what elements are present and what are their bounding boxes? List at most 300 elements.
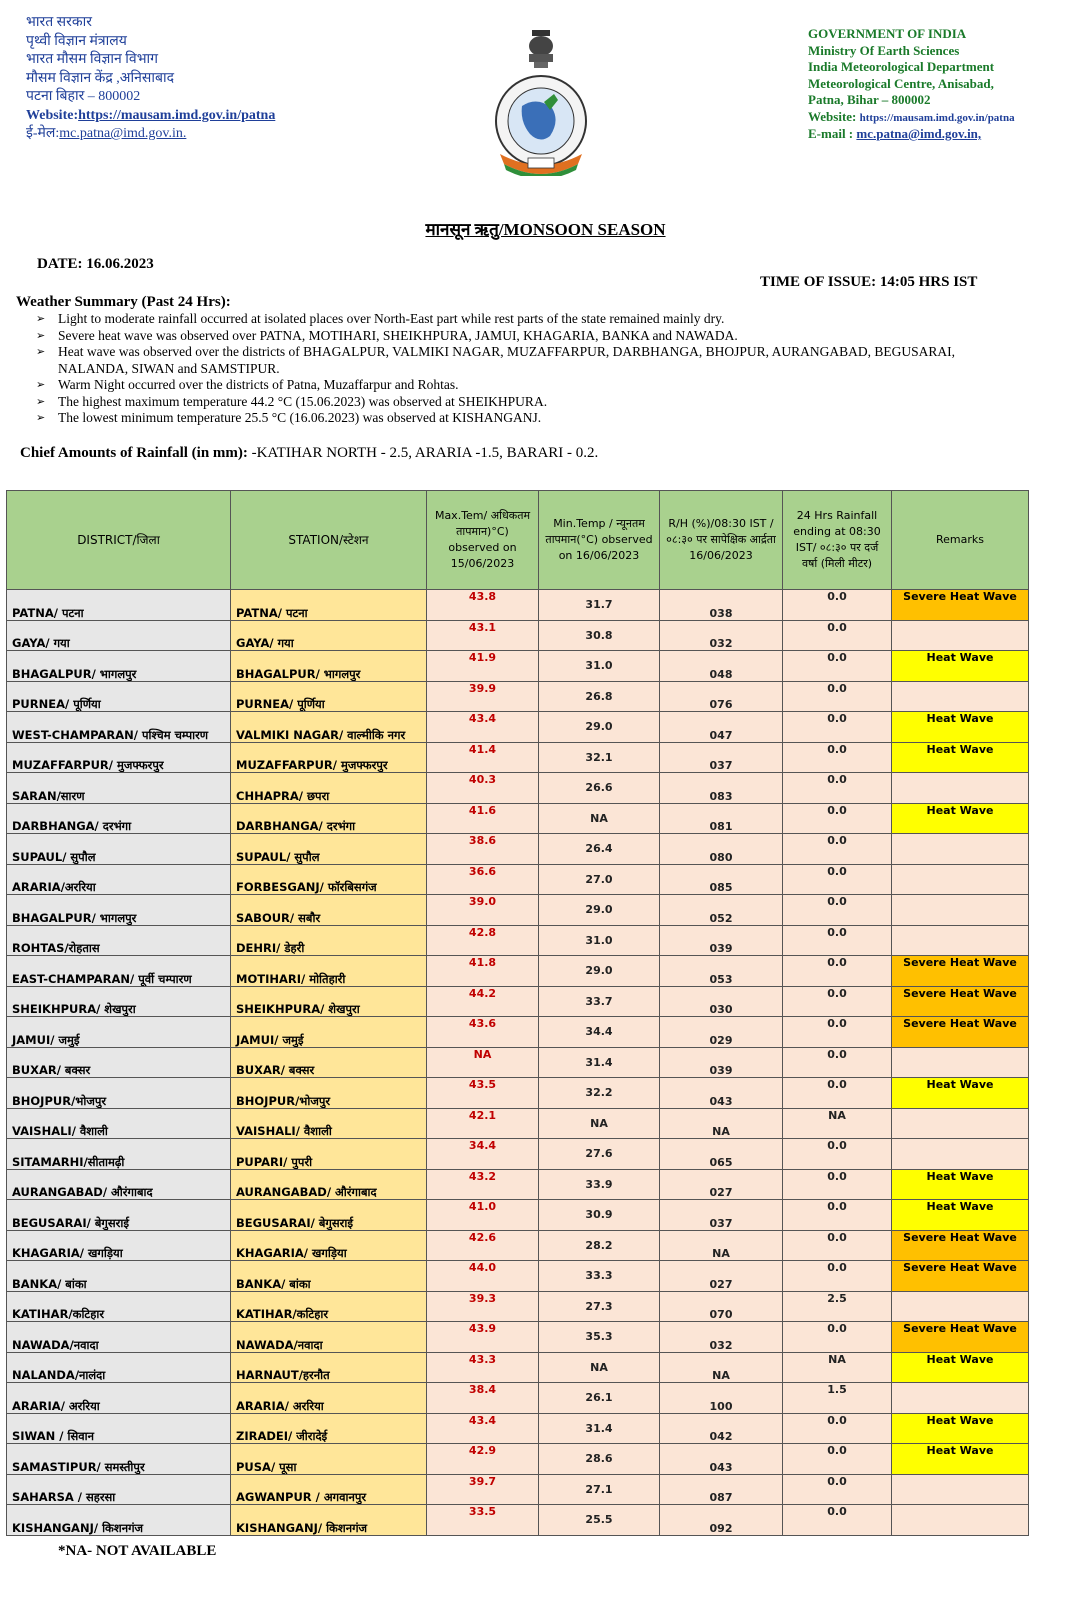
remarks-cell: Severe Heat Wave — [892, 1322, 1029, 1353]
ashoka-emblem-icon — [529, 30, 553, 68]
min-temp-cell: 33.3 — [539, 1261, 660, 1292]
rainfall-cell: 0.0 — [783, 1261, 892, 1292]
min-temp-cell: 25.5 — [539, 1505, 660, 1536]
station-cell: JAMUI/ जमुई — [231, 1017, 427, 1048]
remarks-cell: Heat Wave — [892, 712, 1029, 743]
rainfall-cell: 0.0 — [783, 864, 892, 895]
max-temp-cell: 43.4 — [427, 1413, 539, 1444]
col-header-district: DISTRICT/जिला — [7, 491, 231, 590]
table-row — [7, 1383, 1029, 1414]
district-cell: ARARIA/अररिया — [7, 864, 231, 895]
district-cell: SIWAN / सिवान — [7, 1413, 231, 1444]
district-cell: GAYA/ गया — [7, 620, 231, 651]
rainfall-cell: 0.0 — [783, 1017, 892, 1048]
chief-rainfall-values: -KATIHAR NORTH - 2.5, ARARIA -1.5, BARARI - 0.2. — [247, 445, 599, 461]
remarks-cell: Heat Wave — [892, 651, 1029, 682]
station-cell: KHAGARIA/ खगड़िया — [231, 1230, 427, 1261]
rainfall-cell: 0.0 — [783, 1078, 892, 1109]
email-label: ई-मेल: — [26, 126, 60, 141]
max-temp-cell: 39.0 — [427, 895, 539, 926]
max-temp-cell: 43.1 — [427, 620, 539, 651]
min-temp-cell: 33.7 — [539, 986, 660, 1017]
max-temp-cell: 43.8 — [427, 590, 539, 621]
max-temp-cell: 41.4 — [427, 742, 539, 773]
remarks-cell — [892, 1383, 1029, 1414]
remarks-cell: Severe Heat Wave — [892, 986, 1029, 1017]
max-temp-cell: 43.6 — [427, 1017, 539, 1048]
table-row — [7, 864, 1029, 895]
humidity-cell: 065 — [660, 1139, 783, 1170]
min-temp-cell: 28.2 — [539, 1230, 660, 1261]
min-temp-cell: 31.0 — [539, 651, 660, 682]
rainfall-cell: 0.0 — [783, 956, 892, 987]
website-url[interactable]: https://mausam.imd.gov.in/patna — [859, 111, 1015, 124]
max-temp-cell: 44.0 — [427, 1261, 539, 1292]
max-temp-cell: 38.6 — [427, 834, 539, 865]
humidity-cell: 076 — [660, 681, 783, 712]
humidity-cell: 081 — [660, 803, 783, 834]
district-cell: PATNA/ पटना — [7, 590, 231, 621]
page-title — [0, 217, 1091, 240]
summary-item: ➢ The highest maximum temperature 44.2 °C (15.06.2023) was observed at SHEIKHPURA. — [36, 394, 1016, 411]
website-label: Website: — [808, 108, 860, 124]
min-temp-cell: 31.4 — [539, 1413, 660, 1444]
min-temp-cell: 29.0 — [539, 895, 660, 926]
remarks-cell — [892, 1139, 1029, 1170]
table-row — [7, 1047, 1029, 1078]
district-cell: BUXAR/ बक्सर — [7, 1047, 231, 1078]
table-row — [7, 834, 1029, 865]
min-temp-cell: 27.6 — [539, 1139, 660, 1170]
district-cell: AURANGABAD/ औरंगाबाद — [7, 1169, 231, 1200]
station-cell: HARNAUT/हरनौत — [231, 1352, 427, 1383]
humidity-cell: 030 — [660, 986, 783, 1017]
max-temp-cell: 39.9 — [427, 681, 539, 712]
district-cell: BEGUSARAI/ बेगुसराई — [7, 1200, 231, 1231]
remarks-cell — [892, 1505, 1029, 1536]
max-temp-cell: 40.3 — [427, 773, 539, 804]
humidity-cell: 053 — [660, 956, 783, 987]
humidity-cell: 100 — [660, 1383, 783, 1414]
max-temp-cell: 43.4 — [427, 712, 539, 743]
min-temp-cell: 31.0 — [539, 925, 660, 956]
station-cell: VAISHALI/ वैशाली — [231, 1108, 427, 1139]
district-cell: BHOJPUR/भोजपुर — [7, 1078, 231, 1109]
station-cell: MOTIHARI/ मोतिहारी — [231, 956, 427, 987]
rainfall-cell: 0.0 — [783, 1413, 892, 1444]
remarks-cell: Heat Wave — [892, 1169, 1029, 1200]
max-temp-cell: 44.2 — [427, 986, 539, 1017]
table-row — [7, 1322, 1029, 1353]
humidity-cell: 043 — [660, 1078, 783, 1109]
weather-summary-list — [36, 311, 1016, 427]
rainfall-cell: 0.0 — [783, 1169, 892, 1200]
max-temp-cell: 34.4 — [427, 1139, 539, 1170]
district-cell: DARBHANGA/ दरभंगा — [7, 803, 231, 834]
district-cell: VAISHALI/ वैशाली — [7, 1108, 231, 1139]
department-line: India Meteorological Department — [808, 59, 995, 74]
table-row — [7, 1078, 1029, 1109]
table-row — [7, 1139, 1029, 1170]
rainfall-cell: 0.0 — [783, 986, 892, 1017]
remarks-cell: Severe Heat Wave — [892, 956, 1029, 987]
station-cell: SHEIKHPURA/ शेखपुरा — [231, 986, 427, 1017]
station-cell: PUPARI/ पुपरी — [231, 1139, 427, 1170]
humidity-cell: 087 — [660, 1474, 783, 1505]
humidity-cell: 048 — [660, 651, 783, 682]
district-cell: JAMUI/ जमुई — [7, 1017, 231, 1048]
table-body — [7, 590, 1029, 1536]
remarks-cell — [892, 1291, 1029, 1322]
rainfall-cell: 2.5 — [783, 1291, 892, 1322]
chief-rainfall-label: Chief Amounts of Rainfall (in mm): — [20, 445, 248, 461]
table-row — [7, 925, 1029, 956]
min-temp-cell: 26.6 — [539, 773, 660, 804]
max-temp-cell: 41.9 — [427, 651, 539, 682]
address-line: Patna, Bihar – 800002 — [808, 92, 931, 107]
remarks-cell: Heat Wave — [892, 1413, 1029, 1444]
rainfall-cell: NA — [783, 1352, 892, 1383]
table-row — [7, 651, 1029, 682]
rainfall-cell: 0.0 — [783, 1047, 892, 1078]
rainfall-cell: 0.0 — [783, 1230, 892, 1261]
table-row — [7, 1413, 1029, 1444]
district-cell: ROHTAS/रोहतास — [7, 925, 231, 956]
table-row — [7, 773, 1029, 804]
hindi-email-line — [26, 125, 275, 144]
district-cell: KHAGARIA/ खगड़िया — [7, 1230, 231, 1261]
humidity-cell: 027 — [660, 1261, 783, 1292]
email-line — [808, 126, 1015, 143]
min-temp-cell: 34.4 — [539, 1017, 660, 1048]
weather-summary-heading: Weather Summary (Past 24 Hrs): — [16, 294, 231, 310]
humidity-cell: 027 — [660, 1169, 783, 1200]
remarks-cell: Heat Wave — [892, 803, 1029, 834]
station-cell: MUZAFFARPUR/ मुजफ्फरपुर — [231, 742, 427, 773]
station-cell: BHAGALPUR/ भागलपुर — [231, 651, 427, 682]
district-cell: KISHANGANJ/ किशनगंज — [7, 1505, 231, 1536]
col-header-remarks: Remarks — [892, 491, 1029, 590]
district-cell: SUPAUL/ सुपौल — [7, 834, 231, 865]
humidity-cell: 039 — [660, 925, 783, 956]
min-temp-cell: 29.0 — [539, 712, 660, 743]
min-temp-cell: 26.4 — [539, 834, 660, 865]
max-temp-cell: 33.5 — [427, 1505, 539, 1536]
max-temp-cell: 41.8 — [427, 956, 539, 987]
time-of-issue: TIME OF ISSUE: 14:05 HRS IST — [760, 274, 978, 290]
remarks-cell: Severe Heat Wave — [892, 590, 1029, 621]
remarks-cell — [892, 864, 1029, 895]
min-temp-cell: 29.0 — [539, 956, 660, 987]
remarks-cell: Heat Wave — [892, 1352, 1029, 1383]
hindi-ministry-line: पृथ्वी विज्ञान मंत्रालय — [26, 33, 127, 49]
table-row — [7, 590, 1029, 621]
table-row — [7, 803, 1029, 834]
summary-item: ➢ Warm Night occurred over the districts of Patna, Muzaffarpur and Rohtas. — [36, 377, 1016, 394]
remarks-cell — [892, 925, 1029, 956]
min-temp-cell: 35.3 — [539, 1322, 660, 1353]
district-cell: SAMASTIPUR/ समस्तीपुर — [7, 1444, 231, 1475]
remarks-cell — [892, 834, 1029, 865]
table-row — [7, 1505, 1029, 1536]
district-cell: KATIHAR/कटिहार — [7, 1291, 231, 1322]
min-temp-cell: NA — [539, 1108, 660, 1139]
summary-item: ➢ Light to moderate rainfall occurred at isolated places over North-East part while rest parts of the state remained mainly dry. — [36, 311, 1016, 328]
station-cell: BUXAR/ बक्सर — [231, 1047, 427, 1078]
rainfall-cell: 0.0 — [783, 925, 892, 956]
humidity-cell: 029 — [660, 1017, 783, 1048]
remarks-cell — [892, 895, 1029, 926]
table-row — [7, 895, 1029, 926]
email-link[interactable]: mc.patna@imd.gov.in, — [856, 126, 982, 141]
hindi-govt-line: भारत सरकार — [26, 15, 92, 30]
rainfall-cell: 0.0 — [783, 681, 892, 712]
station-cell: AURANGABAD/ औरंगाबाद — [231, 1169, 427, 1200]
table-row — [7, 1474, 1029, 1505]
station-cell: CHHAPRA/ छपरा — [231, 773, 427, 804]
humidity-cell: 083 — [660, 773, 783, 804]
rainfall-cell: 0.0 — [783, 1505, 892, 1536]
website-label: Website: — [26, 107, 79, 123]
ministry-line: Ministry Of Earth Sciences — [808, 42, 960, 58]
humidity-cell: NA — [660, 1230, 783, 1261]
table-row — [7, 1352, 1029, 1383]
hindi-centre-line: मौसम विज्ञान केंद्र ,अनिसाबाद — [26, 70, 175, 86]
remarks-cell — [892, 773, 1029, 804]
col-header-rainfall: 24 Hrs Rainfall ending at 08:30 IST/ ०८:३० पर दर्ज वर्षा (मिली मीटर) — [783, 491, 892, 590]
website-link[interactable]: https://mausam.imd.gov.in/patna — [78, 107, 276, 123]
humidity-cell: 085 — [660, 864, 783, 895]
hindi-website-line — [26, 107, 275, 126]
humidity-cell: 042 — [660, 1413, 783, 1444]
max-temp-cell: 43.9 — [427, 1322, 539, 1353]
max-temp-cell: 42.9 — [427, 1444, 539, 1475]
page-title-text: मानसून ऋतु/MONSOON SEASON — [425, 220, 666, 239]
district-cell: NALANDA/नालंदा — [7, 1352, 231, 1383]
rainfall-cell: 0.0 — [783, 712, 892, 743]
remarks-cell: Heat Wave — [892, 1444, 1029, 1475]
max-temp-cell: 42.8 — [427, 925, 539, 956]
rainfall-cell: 0.0 — [783, 742, 892, 773]
table-row — [7, 1017, 1029, 1048]
humidity-cell: 070 — [660, 1291, 783, 1322]
na-footnote: *NA- NOT AVAILABLE — [58, 1543, 217, 1559]
remarks-cell: Severe Heat Wave — [892, 1261, 1029, 1292]
station-cell: ARARIA/ अररिया — [231, 1383, 427, 1414]
district-cell: ARARIA/ अररिया — [7, 1383, 231, 1414]
humidity-cell: 038 — [660, 590, 783, 621]
rainfall-cell: 0.0 — [783, 773, 892, 804]
district-cell: WEST-CHAMPARAN/ पश्चिम चम्पारण — [7, 712, 231, 743]
station-cell: SUPAUL/ सुपौल — [231, 834, 427, 865]
station-cell: AGWANPUR / अगवानपुर — [231, 1474, 427, 1505]
humidity-cell: 052 — [660, 895, 783, 926]
col-header-rh: R/H (%)/08:30 IST / ०८:३० पर सापेक्षिक आर्द्रता 16/06/2023 — [660, 491, 783, 590]
header-left-block — [26, 14, 275, 144]
station-cell: BEGUSARAI/ बेगुसराई — [231, 1200, 427, 1231]
max-temp-cell: 36.6 — [427, 864, 539, 895]
humidity-cell: NA — [660, 1352, 783, 1383]
station-cell: NAWADA/नवादा — [231, 1322, 427, 1353]
table-row — [7, 1230, 1029, 1261]
min-temp-cell: 33.9 — [539, 1169, 660, 1200]
humidity-cell: 039 — [660, 1047, 783, 1078]
min-temp-cell: 30.8 — [539, 620, 660, 651]
max-temp-cell: NA — [427, 1047, 539, 1078]
remarks-cell: Severe Heat Wave — [892, 1017, 1029, 1048]
humidity-cell: 080 — [660, 834, 783, 865]
rainfall-cell: 0.0 — [783, 1200, 892, 1231]
rainfall-cell: 0.0 — [783, 590, 892, 621]
station-cell: PURNEA/ पूर्णिया — [231, 681, 427, 712]
remarks-cell: Heat Wave — [892, 1200, 1029, 1231]
table-row — [7, 1200, 1029, 1231]
email-link[interactable]: mc.patna@imd.gov.in. — [59, 126, 187, 141]
table-row — [7, 620, 1029, 651]
summary-item: ➢ Severe heat wave was observed over PATNA, MOTIHARI, SHEIKHPURA, JAMUI, KHAGARIA, BANKA and NAWADA. — [36, 328, 1016, 345]
remarks-cell — [892, 1047, 1029, 1078]
station-cell: ZIRADEI/ जीरादेई — [231, 1413, 427, 1444]
humidity-cell: 043 — [660, 1444, 783, 1475]
table-row — [7, 1261, 1029, 1292]
station-cell: KATIHAR/कटिहार — [231, 1291, 427, 1322]
humidity-cell: 032 — [660, 620, 783, 651]
district-cell: SARAN/सारण — [7, 773, 231, 804]
district-cell: BHAGALPUR/ भागलपुर — [7, 895, 231, 926]
max-temp-cell: 39.7 — [427, 1474, 539, 1505]
col-header-station: STATION/स्टेशन — [231, 491, 427, 590]
humidity-cell: 032 — [660, 1322, 783, 1353]
hindi-address-line: पटना बिहार – 800002 — [26, 89, 141, 104]
table-row — [7, 956, 1029, 987]
website-line — [808, 109, 1015, 127]
max-temp-cell: 42.6 — [427, 1230, 539, 1261]
rainfall-cell: NA — [783, 1108, 892, 1139]
max-temp-cell: 42.1 — [427, 1108, 539, 1139]
max-temp-cell: 41.6 — [427, 803, 539, 834]
max-temp-cell: 39.3 — [427, 1291, 539, 1322]
district-cell: MUZAFFARPUR/ मुजफ्फरपुर — [7, 742, 231, 773]
station-cell: DEHRI/ डेहरी — [231, 925, 427, 956]
govt-line: GOVERNMENT OF INDIA — [808, 26, 967, 41]
table-row — [7, 986, 1029, 1017]
remarks-cell — [892, 620, 1029, 651]
remarks-cell: Severe Heat Wave — [892, 1230, 1029, 1261]
district-cell: BHAGALPUR/ भागलपुर — [7, 651, 231, 682]
remarks-cell — [892, 1474, 1029, 1505]
table-row — [7, 742, 1029, 773]
email-label: E-mail : — [808, 126, 857, 141]
humidity-cell: 047 — [660, 712, 783, 743]
station-cell: VALMIKI NAGAR/ वाल्मीकि नगर — [231, 712, 427, 743]
col-header-min-temp: Min.Temp / न्यूनतम तापमान(°C) observed on 16/06/2023 — [539, 491, 660, 590]
rainfall-cell: 0.0 — [783, 803, 892, 834]
table-row — [7, 1169, 1029, 1200]
remarks-cell — [892, 681, 1029, 712]
district-cell: SHEIKHPURA/ शेखपुरा — [7, 986, 231, 1017]
district-cell: PURNEA/ पूर्णिया — [7, 681, 231, 712]
station-cell: GAYA/ गया — [231, 620, 427, 651]
district-cell: EAST-CHAMPARAN/ पूर्वी चम्पारण — [7, 956, 231, 987]
table-row — [7, 681, 1029, 712]
table-header-row — [7, 491, 1029, 590]
table-row — [7, 1108, 1029, 1139]
rainfall-cell: 0.0 — [783, 1322, 892, 1353]
rainfall-cell: 1.5 — [783, 1383, 892, 1414]
humidity-cell: NA — [660, 1108, 783, 1139]
summary-item: ➢ The lowest minimum temperature 25.5 °C (16.06.2023) was observed at KISHANGANJ. — [36, 410, 1016, 427]
station-cell: PATNA/ पटना — [231, 590, 427, 621]
rainfall-cell: 0.0 — [783, 620, 892, 651]
rainfall-cell: 0.0 — [783, 1139, 892, 1170]
imd-emblem-logo — [492, 26, 590, 176]
min-temp-cell: 26.8 — [539, 681, 660, 712]
rainfall-cell: 0.0 — [783, 895, 892, 926]
humidity-cell: 037 — [660, 742, 783, 773]
district-cell: BANKA/ बांका — [7, 1261, 231, 1292]
station-cell: BANKA/ बांका — [231, 1261, 427, 1292]
district-cell: NAWADA/नवादा — [7, 1322, 231, 1353]
humidity-cell: 092 — [660, 1505, 783, 1536]
district-cell: SITAMARHI/सीतामढ़ी — [7, 1139, 231, 1170]
remarks-cell: Heat Wave — [892, 1078, 1029, 1109]
min-temp-cell: 30.9 — [539, 1200, 660, 1231]
rainfall-cell: 0.0 — [783, 1444, 892, 1475]
min-temp-cell: 28.6 — [539, 1444, 660, 1475]
remarks-cell: Heat Wave — [892, 742, 1029, 773]
min-temp-cell: 32.1 — [539, 742, 660, 773]
station-cell: FORBESGANJ/ फॉरबिसगंज — [231, 864, 427, 895]
header-right-block — [808, 26, 1015, 143]
rainfall-cell: 0.0 — [783, 1474, 892, 1505]
summary-item: ➢ Heat wave was observed over the districts of BHAGALPUR, VALMIKI NAGAR, MUZAFFARPUR, DARBHANGA, BHOJPUR, AURANGABAD, BEGUSARAI, NALANDA, SIWAN and SAMSTIPUR. — [36, 344, 1016, 377]
observation-table — [6, 490, 1029, 1536]
station-cell: KISHANGANJ/ किशनगंज — [231, 1505, 427, 1536]
humidity-cell: 037 — [660, 1200, 783, 1231]
rainfall-cell: 0.0 — [783, 834, 892, 865]
station-cell: SABOUR/ सबौर — [231, 895, 427, 926]
min-temp-cell: 32.2 — [539, 1078, 660, 1109]
min-temp-cell: 31.4 — [539, 1047, 660, 1078]
station-cell: PUSA/ पूसा — [231, 1444, 427, 1475]
table-row — [7, 712, 1029, 743]
min-temp-cell: 27.3 — [539, 1291, 660, 1322]
table-row — [7, 1444, 1029, 1475]
max-temp-cell: 43.2 — [427, 1169, 539, 1200]
remarks-cell — [892, 1108, 1029, 1139]
max-temp-cell: 43.5 — [427, 1078, 539, 1109]
col-header-max-temp: Max.Tem/ अधिकतम तापमान)°C) observed on 15/06/2023 — [427, 491, 539, 590]
district-cell: SAHARSA / सहरसा — [7, 1474, 231, 1505]
min-temp-cell: 26.1 — [539, 1383, 660, 1414]
min-temp-cell: 31.7 — [539, 590, 660, 621]
max-temp-cell: 43.3 — [427, 1352, 539, 1383]
station-cell: DARBHANGA/ दरभंगा — [231, 803, 427, 834]
min-temp-cell: NA — [539, 1352, 660, 1383]
min-temp-cell: NA — [539, 803, 660, 834]
chief-rainfall-line — [20, 445, 598, 462]
station-cell: BHOJPUR/भोजपुर — [231, 1078, 427, 1109]
min-temp-cell: 27.1 — [539, 1474, 660, 1505]
centre-line: Meteorological Centre, Anisabad, — [808, 75, 994, 91]
table-row — [7, 1291, 1029, 1322]
hindi-department-line: भारत मौसम विज्ञान विभाग — [26, 52, 159, 67]
rainfall-cell: 0.0 — [783, 651, 892, 682]
min-temp-cell: 27.0 — [539, 864, 660, 895]
max-temp-cell: 41.0 — [427, 1200, 539, 1231]
report-date: DATE: 16.06.2023 — [37, 256, 154, 272]
max-temp-cell: 38.4 — [427, 1383, 539, 1414]
